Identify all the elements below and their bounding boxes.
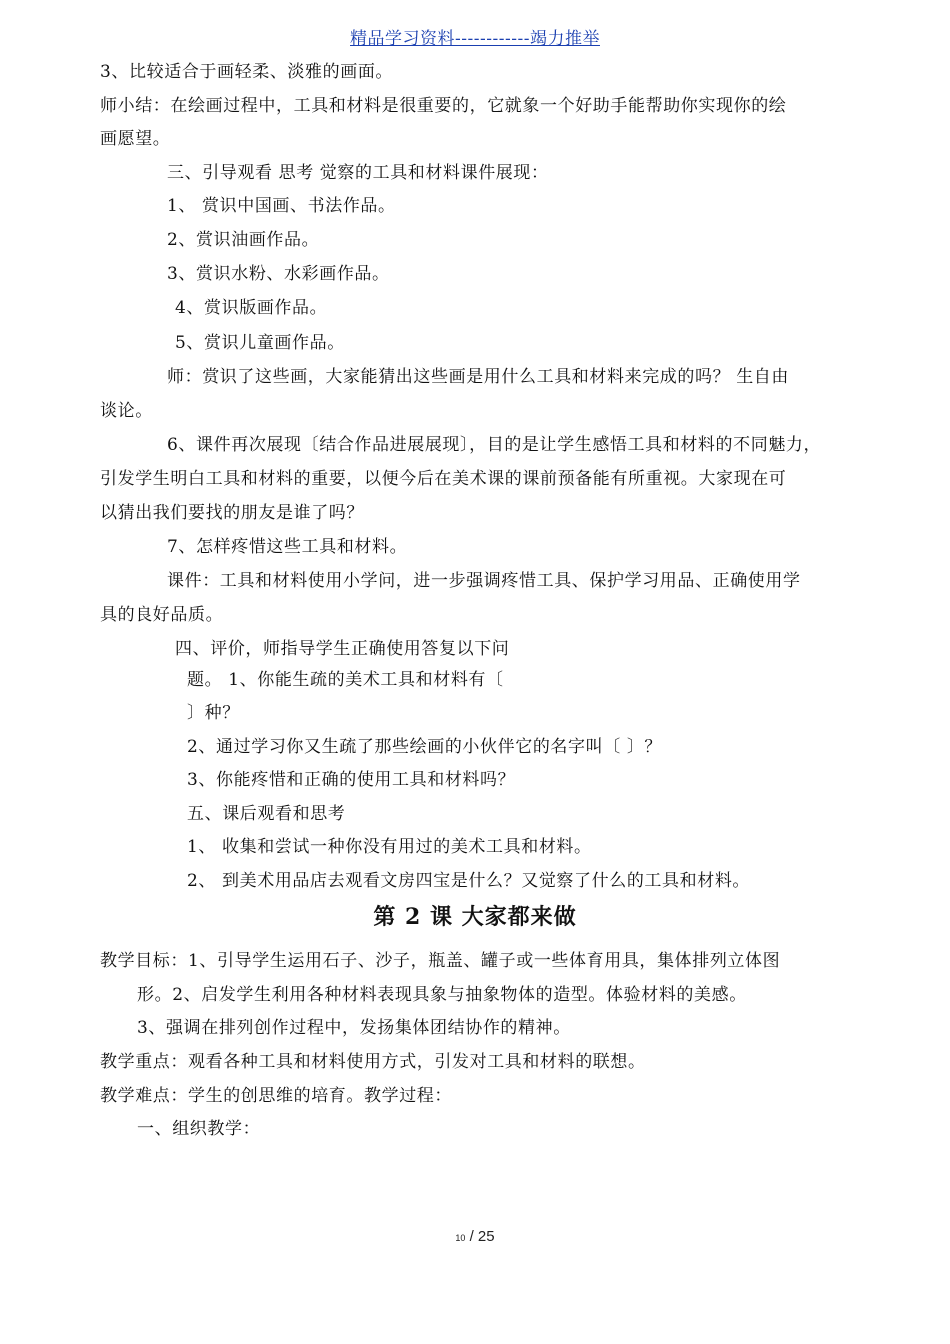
paragraph-line: 1、 收集和尝试一种你没有用过的美术工具和材料。: [187, 837, 592, 857]
section-heading: 四、评价，师指导学生正确使用答复以下问: [175, 639, 510, 659]
page-header: 精品学习资料------------竭力推举: [350, 29, 600, 49]
paragraph-line: 3、比较适合于画轻柔、淡雅的画面。: [100, 62, 394, 82]
paragraph-line: 7、怎样疼惜这些工具和材料。: [167, 537, 408, 557]
paragraph-line: 引发学生明白工具和材料的重要，以便今后在美术课的课前预备能有所重视。大家现在可: [100, 469, 787, 489]
paragraph-line: 课件：工具和材料使用小学问，进一步强调疼惜工具、保护学习用品、正确使用学: [167, 571, 801, 591]
paragraph-line: 2、通过学习你又生疏了那些绘画的小伙伴它的名字叫〔 〕？: [187, 737, 663, 757]
lesson-line: 教学难点：学生的创思维的培育。教学过程：: [100, 1086, 452, 1106]
paragraph-line: 5、赏识儿童画作品。: [175, 333, 345, 353]
section-heading: 五、课后观看和思考: [187, 804, 346, 824]
paragraph-line: 题。 1、你能生疏的美术工具和材料有〔: [187, 670, 504, 690]
lesson-line: 教学重点：观看各种工具和材料使用方式，引发对工具和材料的联想。: [100, 1052, 646, 1072]
paragraph-line: 谈论。: [100, 401, 153, 421]
page-separator: /: [469, 1228, 474, 1245]
paragraph-line: 6、课件再次展现〔结合作品进展展现〕，目的是让学生感悟工具和材料的不同魅力，: [167, 435, 822, 455]
paragraph-line: 具的良好品质。: [100, 605, 224, 625]
paragraph-line: 师小结：在绘画过程中，工具和材料是很重要的，它就象一个好助手能帮助你实现你的绘: [100, 96, 787, 116]
paragraph-line: 师：赏识了这些画，大家能猜出这些画是用什么工具和材料来完成的吗？ 生自由: [167, 367, 790, 387]
total-pages: 25: [477, 1228, 495, 1245]
paragraph-line: 画愿望。: [100, 129, 171, 149]
paragraph-line: 4、赏识版画作品。: [175, 298, 328, 318]
paragraph-line: 2、 到美术用品店去观看文房四宝是什么？又觉察了什么的工具和材料。: [187, 871, 751, 891]
paragraph-line: 2、赏识油画作品。: [167, 230, 320, 250]
paragraph-line: 3、你能疼惜和正确的使用工具和材料吗？: [187, 770, 516, 790]
paragraph-line: 以猜出我们要找的朋友是谁了吗？: [100, 503, 364, 523]
paragraph-line: 〕种？: [187, 703, 240, 723]
page-number: [0, 1228, 950, 1245]
paragraph-line: 3、赏识水粉、水彩画作品。: [167, 264, 390, 284]
lesson-line: 一、组织教学：: [137, 1119, 261, 1139]
lesson-line: 教学目标：1、引导学生运用石子、沙子，瓶盖、罐子或一些体育用具，集体排列立体图: [100, 951, 781, 971]
lesson-title: 第 2 课 大家都来做: [373, 904, 577, 930]
lesson-line: 形。2、启发学生利用各种材料表现具象与抽象物体的造型。体验材料的美感。: [137, 985, 747, 1005]
lesson-line: 3、强调在排列创作过程中，发扬集体团结协作的精神。: [137, 1018, 571, 1038]
current-page-number: 10: [455, 1233, 466, 1243]
paragraph-line: 1、 赏识中国画、书法作品。: [167, 196, 396, 216]
section-heading: 三、引导观看 思考 觉察的工具和材料课件展现：: [167, 163, 549, 183]
